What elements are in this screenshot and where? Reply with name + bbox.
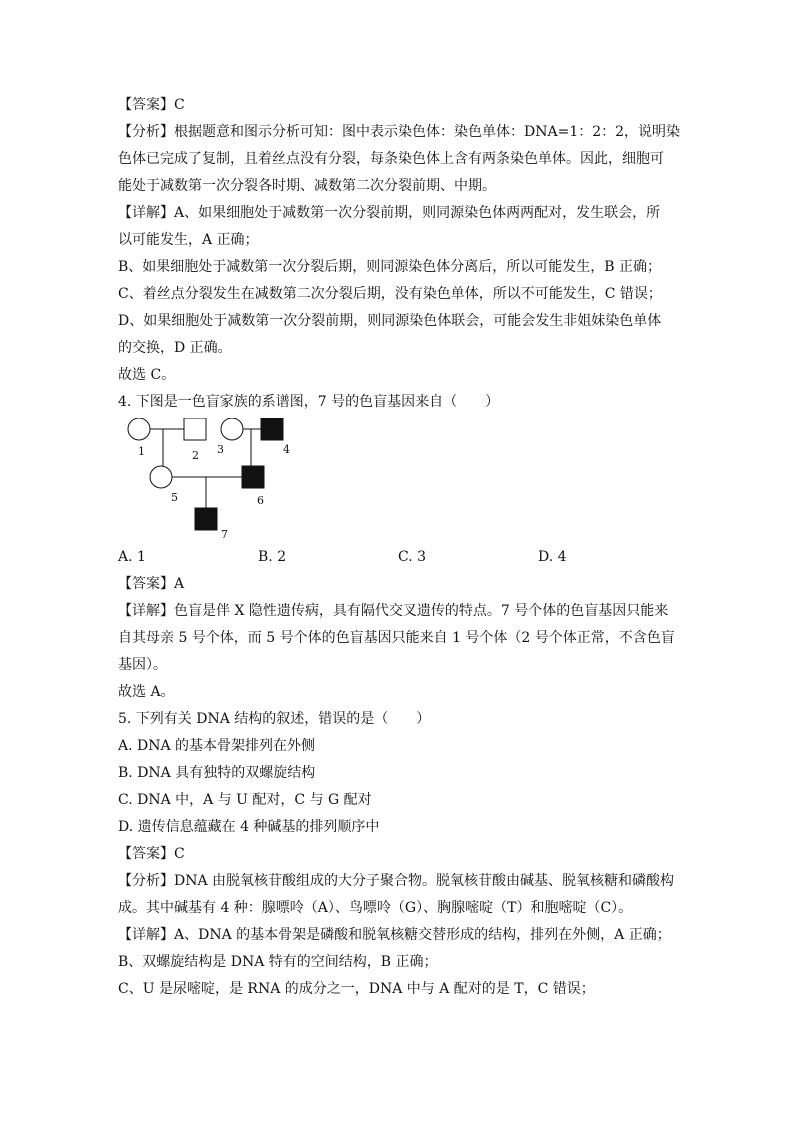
text-line: 【详解】色盲是伴 X 隐性遗传病，具有隔代交叉遗传的特点。7 号个体的色盲基因只能来 — [118, 603, 669, 619]
document-page — [118, 92, 681, 1003]
individual-3-female-unaffected — [221, 418, 243, 440]
option-b: B. 2 — [258, 549, 287, 565]
text-line: 基因）。 — [118, 657, 167, 673]
question-5-option: A. DNA 的基本骨架排列在外侧 — [118, 738, 316, 754]
question-5-option: D. 遗传信息蕴藏在 4 种碱基的排列顺序中 — [118, 819, 380, 835]
option-c: C. 3 — [398, 549, 427, 565]
pedigree-label: 7 — [221, 528, 228, 541]
question-5-option: B. DNA 具有独特的双螺旋结构 — [118, 765, 316, 781]
individual-4-male-affected — [261, 418, 283, 440]
text-line: 【答案】C — [118, 97, 185, 113]
text-line: 的交换，D 正确。 — [118, 340, 232, 356]
text-line: 【详解】A、DNA 的基本骨架是磷酸和脱氧核糖交替形成的结构，排列在外侧，A 正确； — [118, 927, 671, 943]
individual-1-female-unaffected — [128, 418, 150, 440]
individual-6-male-affected — [242, 466, 264, 488]
text-line: 【答案】C — [118, 846, 185, 862]
text-line: 【分析】DNA 由脱氧核苷酸组成的大分子聚合物。脱氧核苷酸由碱基、脱氧核糖和磷酸构 — [118, 873, 675, 889]
text-line: 色体已完成了复制，且着丝点没有分裂，每条染色体上含有两条染色单体。因此，细胞可 — [118, 151, 664, 167]
pedigree-label: 4 — [283, 443, 290, 456]
text-line: 成。其中碱基有 4 种：腺嘌呤（A）、鸟嘌呤（G）、胸腺嘧啶（T）和胞嘧啶（C）。 — [118, 900, 633, 916]
text-line: 故选 A。 — [118, 684, 175, 700]
text-line: 【分析】根据题意和图示分析可知：图中表示染色体：染色单体：DNA=1：2：2，说明染 — [118, 124, 681, 140]
question-4-options — [118, 544, 678, 571]
text-block-q4-q5 — [118, 571, 678, 1003]
text-line: C、U 是尿嘧啶，是 RNA 的成分之一，DNA 中与 A 配对的是 T，C 错误； — [118, 981, 595, 997]
pedigree-label: 5 — [171, 491, 178, 504]
individual-5-female-carrier — [150, 466, 172, 488]
pedigree-label: 3 — [217, 443, 224, 456]
text-line: 【答案】A — [118, 576, 185, 592]
question-5-option: C. DNA 中，A 与 U 配对，C 与 G 配对 — [118, 792, 372, 808]
pedigree-label: 1 — [138, 445, 145, 458]
text-line: C、着丝点分裂发生在减数第二次分裂后期，没有染色单体，所以不可能发生，C 错误； — [118, 286, 662, 302]
text-line: 能处于减数第一次分裂各时期、减数第二次分裂前期、中期。 — [118, 178, 496, 194]
option-a: A. 1 — [118, 549, 146, 565]
text-line: D、如果细胞处于减数第一次分裂前期，则同源染色体联会，可能会发生非姐妹染色单体 — [118, 313, 662, 329]
question-5-stem: 5. 下列有关 DNA 结构的叙述，错误的是（ ） — [118, 711, 431, 727]
pedigree-label: 6 — [257, 494, 264, 507]
pedigree-chart — [120, 418, 300, 544]
individual-2-male-unaffected — [184, 418, 206, 440]
question-4-stem: 4. 下图是一色盲家族的系谱图，7 号的色盲基因来自（ ） — [118, 394, 500, 410]
text-line: 自其母亲 5 号个体，而 5 号个体的色盲基因只能来自 1 号个体（2 号个体正常，不含色盲 — [118, 630, 675, 646]
option-d: D. 4 — [538, 549, 567, 565]
text-block-q3-explanation — [118, 92, 681, 416]
text-line: B、如果细胞处于减数第一次分裂后期，则同源染色体分离后，所以可能发生，B 正确； — [118, 259, 662, 275]
pedigree-label: 2 — [192, 449, 199, 462]
text-line: 【详解】A、如果细胞处于减数第一次分裂前期，则同源染色体两两配对，发生联会，所 — [118, 205, 661, 221]
text-line: B、双螺旋结构是 DNA 特有的空间结构，B 正确； — [118, 954, 438, 970]
text-line: 故选 C。 — [118, 367, 176, 383]
individual-7-male-affected — [195, 508, 217, 530]
text-line: 以可能发生，A 正确； — [118, 232, 259, 248]
